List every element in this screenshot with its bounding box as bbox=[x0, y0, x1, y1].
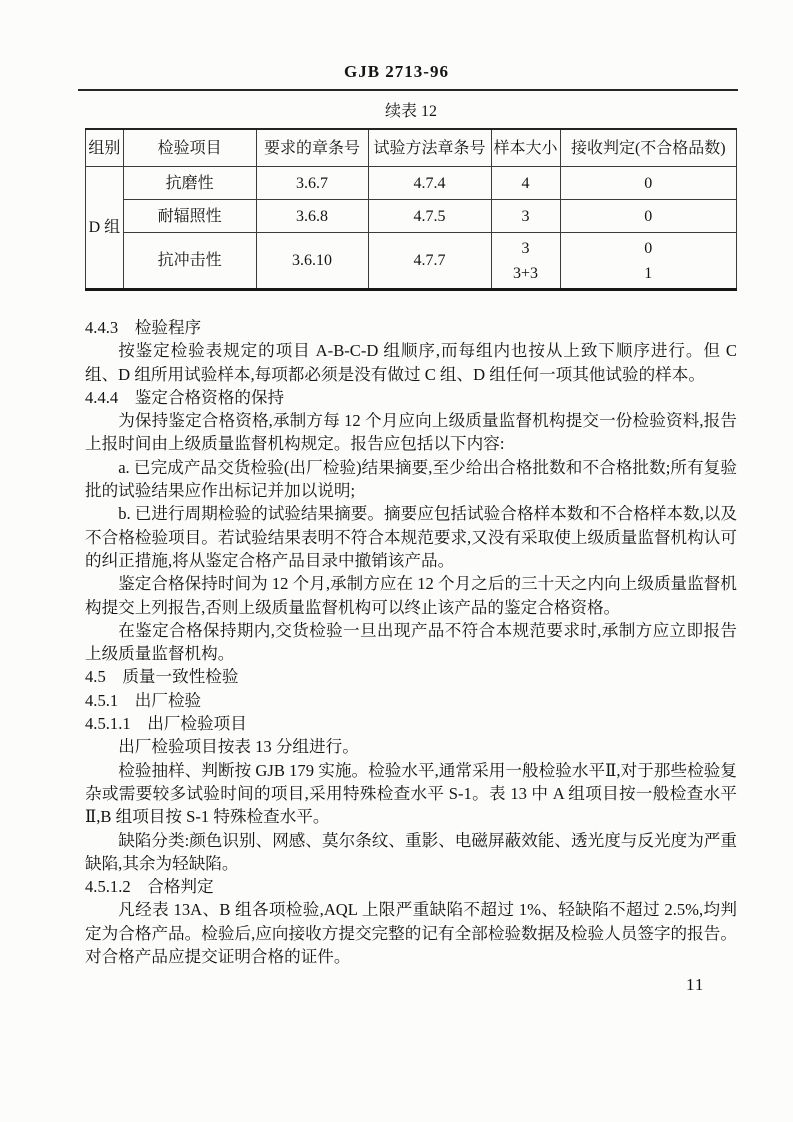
item-cell: 抗磨性 bbox=[123, 167, 256, 200]
sample-size-cell: 4 bbox=[491, 167, 560, 200]
sample-size-cell: 3 bbox=[491, 200, 560, 233]
acceptance-cell bbox=[560, 233, 736, 290]
body-paragraph-list-a: a. 已完成产品交货检验(出厂检验)结果摘要,至少给出合格批数和不合格批数;所有复验批的试验结果应作出标记并加以说明; bbox=[85, 457, 737, 501]
col-header-group: 组别 bbox=[86, 129, 124, 167]
body-paragraph: 为保持鉴定合格资格,承制方每 12 个月应向上级质量监督机构提交一份检验资料,报告上报时间由上级质量监督机构规定。报告应包括以下内容: bbox=[85, 411, 737, 454]
clause-heading-4-4-3: 4.4.3 检验程序 bbox=[85, 318, 202, 337]
document-body bbox=[85, 316, 737, 968]
body-paragraph: 出厂检验项目按表 13 分组进行。 bbox=[118, 737, 359, 757]
item-cell: 抗冲击性 bbox=[123, 233, 256, 290]
standard-number: GJB 2713-96 bbox=[344, 62, 449, 81]
requirement-clause-cell: 3.6.10 bbox=[256, 233, 368, 290]
requirement-clause-cell: 3.6.7 bbox=[256, 167, 368, 200]
table-row bbox=[86, 167, 737, 200]
test-method-clause-cell: 4.7.7 bbox=[368, 233, 491, 290]
clause-heading-4-5-1: 4.5.1 出厂检验 bbox=[85, 690, 202, 710]
sample-size-line: 3+3 bbox=[513, 264, 539, 282]
item-cell: 耐辐照性 bbox=[123, 200, 256, 233]
sample-size-line: 3 bbox=[521, 239, 530, 257]
clause-heading-4-4-4: 4.4.4 鉴定合格资格的保持 bbox=[85, 387, 285, 407]
test-method-clause-cell: 4.7.4 bbox=[368, 167, 491, 200]
requirement-clause-cell: 3.6.8 bbox=[256, 200, 368, 233]
clause-heading-4-5: 4.5 质量一致性检验 bbox=[85, 667, 239, 687]
sample-size-cell bbox=[491, 233, 560, 290]
acceptance-line: 1 bbox=[644, 264, 653, 282]
body-paragraph: 检验抽样、判断按 GJB 179 实施。检验水平,通常采用一般检验水平Ⅱ,对于那些检验复杂或需要较多试验时间的项目,采用特殊检查水平 S-1。表 13 中 A 组项目按一般检查水平Ⅱ,B 组项目按 S-1 特殊检查水平。 bbox=[85, 760, 737, 827]
inspection-items-table bbox=[85, 128, 737, 291]
test-method-clause-cell: 4.7.5 bbox=[368, 200, 491, 233]
group-label-cell: D 组 bbox=[86, 167, 124, 290]
col-header-requirement-clause: 要求的章条号 bbox=[256, 129, 368, 167]
clause-heading-4-5-1-1: 4.5.1.1 出厂检验项目 bbox=[85, 714, 247, 734]
body-paragraph: 鉴定合格保持时间为 12 个月,承制方应在 12 个月之后的三十天之内向上级质量监督机构提交上列报告,否则上级质量监督机构可以终止该产品的鉴定合格资格。 bbox=[85, 574, 737, 617]
header-rule bbox=[78, 89, 738, 91]
table-caption: 续表 12 bbox=[384, 103, 437, 120]
body-paragraph: 在鉴定合格保持期内,交货检验一旦出现产品不符合本规范要求时,承制方应立即报告上级质量监督机构。 bbox=[85, 620, 737, 664]
acceptance-line: 0 bbox=[644, 239, 653, 257]
col-header-sample-size: 样本大小 bbox=[491, 129, 560, 167]
body-paragraph: 按鉴定检验表规定的项目 A-B-C-D 组顺序,而每组内也按从上致下顺序进行。但 C 组、D 组所用试验样本,每项都必须是没有做过 C 组、D 组任何一项其他试验的样本。 bbox=[85, 341, 737, 384]
table-header-row bbox=[86, 129, 737, 167]
acceptance-cell: 0 bbox=[560, 167, 736, 200]
table-row bbox=[86, 200, 737, 233]
clause-heading-4-5-1-2: 4.5.1.2 合格判定 bbox=[85, 877, 214, 897]
col-header-acceptance: 接收判定(不合格品数) bbox=[560, 129, 736, 167]
page-number: 11 bbox=[686, 975, 705, 994]
body-paragraph: 缺陷分类:颜色识别、网感、莫尔条纹、重影、电磁屏蔽效能、透光度与反光度为严重缺陷,其余为轻缺陷。 bbox=[85, 830, 737, 873]
table-row bbox=[86, 233, 737, 290]
body-paragraph: 凡经表 13A、B 组各项检验,AQL 上限严重缺陷不超过 1%、轻缺陷不超过 2.5%,均判定为合格产品。检验后,应向接收方提交完整的记有全部检验数据及检验人员签字的报告。对合格产品应提交证明合格的证件。 bbox=[85, 900, 737, 967]
col-header-item: 检验项目 bbox=[123, 129, 256, 167]
acceptance-cell: 0 bbox=[560, 200, 736, 233]
col-header-test-method-clause: 试验方法章条号 bbox=[368, 129, 491, 167]
body-paragraph-list-b: b. 已进行周期检验的试验结果摘要。摘要应包括试验合格样本数和不合格样本数,以及不合格检验项目。若试验结果表明不符合本规范要求,又没有采取使上级质量监督机构认可的纠正措施,将从鉴定合格产品目录中撤销该产品。 bbox=[85, 504, 737, 570]
